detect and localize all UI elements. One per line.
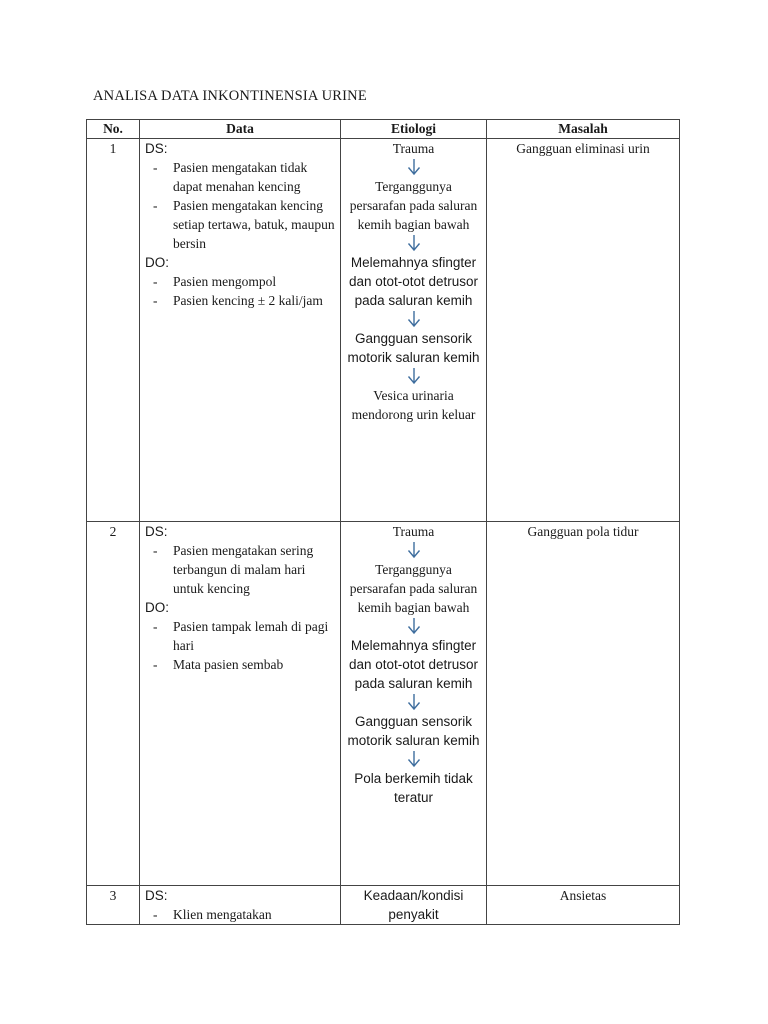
list-item	[145, 272, 335, 291]
etiologi-step: Keadaan/kondisi penyakit	[363, 888, 464, 922]
bullet-dash: -	[153, 657, 158, 672]
masalah-cell: Gangguan pola tidur	[487, 522, 680, 886]
etiologi-step: Terganggunya persarafan pada saluran kemih bagian bawah	[349, 179, 478, 232]
etiologi-step: Trauma	[392, 524, 435, 539]
etiologi-step: Melemahnya sfingter dan otot-otot detrusor pada saluran kemih	[348, 638, 479, 691]
list-item-text: Pasien mengatakan tidak dapat menahan kencing	[173, 160, 308, 194]
list-item-text: Pasien mengatakan sering terbangun di malam hari untuk kencing	[173, 543, 314, 596]
do-list	[145, 617, 335, 674]
do-label: DO:	[145, 600, 170, 615]
down-arrow-icon	[346, 234, 481, 253]
list-item-text: Pasien tampak lemah di pagi hari	[173, 619, 329, 653]
list-item-text: Pasien mengatakan kencing setiap tertawa, batuk, maupun bersin	[173, 198, 335, 251]
masalah-cell: Ansietas	[487, 886, 680, 925]
bullet-dash: -	[153, 543, 158, 558]
ds-list	[145, 158, 335, 253]
list-item	[145, 655, 335, 674]
bullet-dash: -	[153, 198, 158, 213]
bullet-dash: -	[153, 160, 158, 175]
etiologi-cell	[341, 139, 487, 522]
row-number: 2	[87, 522, 140, 886]
bullet-dash: -	[153, 274, 158, 289]
list-item	[145, 541, 335, 598]
list-item	[145, 905, 335, 924]
header-masalah: Masalah	[487, 120, 680, 139]
masalah-cell: Gangguan eliminasi urin	[487, 139, 680, 522]
data-cell	[140, 522, 341, 886]
down-arrow-icon	[346, 367, 481, 386]
list-item	[145, 617, 335, 655]
do-list	[145, 272, 335, 310]
document-title: ANALISA DATA INKONTINENSIA URINE	[93, 88, 367, 104]
row-number: 1	[87, 139, 140, 522]
etiologi-step: Melemahnya sfingter dan otot-otot detrusor pada saluran kemih	[348, 255, 479, 308]
down-arrow-icon	[346, 750, 481, 769]
table-row	[87, 522, 680, 886]
etiologi-step: Terganggunya persarafan pada saluran kemih bagian bawah	[349, 562, 478, 615]
header-etiologi: Etiologi	[341, 120, 487, 139]
etiologi-step: Trauma	[392, 141, 435, 156]
bullet-dash: -	[153, 619, 158, 634]
etiologi-step: Gangguan sensorik motorik saluran kemih	[347, 331, 480, 365]
data-cell	[140, 139, 341, 522]
bullet-dash: -	[153, 907, 158, 922]
etiologi-step: Vesica urinaria mendorong urin keluar	[351, 388, 476, 422]
etiologi-cell	[341, 886, 487, 925]
data-cell	[140, 886, 341, 925]
down-arrow-icon	[346, 158, 481, 177]
list-item	[145, 158, 335, 196]
etiologi-cell	[341, 522, 487, 886]
list-item-text: Pasien kencing ± 2 kali/jam	[173, 293, 323, 308]
table-row	[87, 139, 680, 522]
bullet-dash: -	[153, 293, 158, 308]
list-item	[145, 196, 335, 253]
down-arrow-icon	[346, 310, 481, 329]
ds-list	[145, 541, 335, 598]
list-item-text: Klien mengatakan	[173, 907, 272, 922]
ds-label: DS:	[145, 524, 168, 539]
ds-list	[145, 905, 335, 924]
header-no: No.	[87, 120, 140, 139]
list-item	[145, 291, 335, 310]
ds-label: DS:	[145, 888, 168, 903]
etiologi-step: Gangguan sensorik motorik saluran kemih	[347, 714, 480, 748]
list-item-text: Pasien mengompol	[173, 274, 277, 289]
list-item-text: Mata pasien sembab	[173, 657, 284, 672]
ds-label: DS:	[145, 141, 168, 156]
row-number: 3	[87, 886, 140, 925]
analysis-table	[86, 119, 680, 925]
down-arrow-icon	[346, 617, 481, 636]
down-arrow-icon	[346, 693, 481, 712]
down-arrow-icon	[346, 541, 481, 560]
table-row	[87, 886, 680, 925]
do-label: DO:	[145, 255, 170, 270]
header-data: Data	[140, 120, 341, 139]
table-header-row	[87, 120, 680, 139]
etiologi-step: Pola berkemih tidak teratur	[354, 771, 473, 805]
